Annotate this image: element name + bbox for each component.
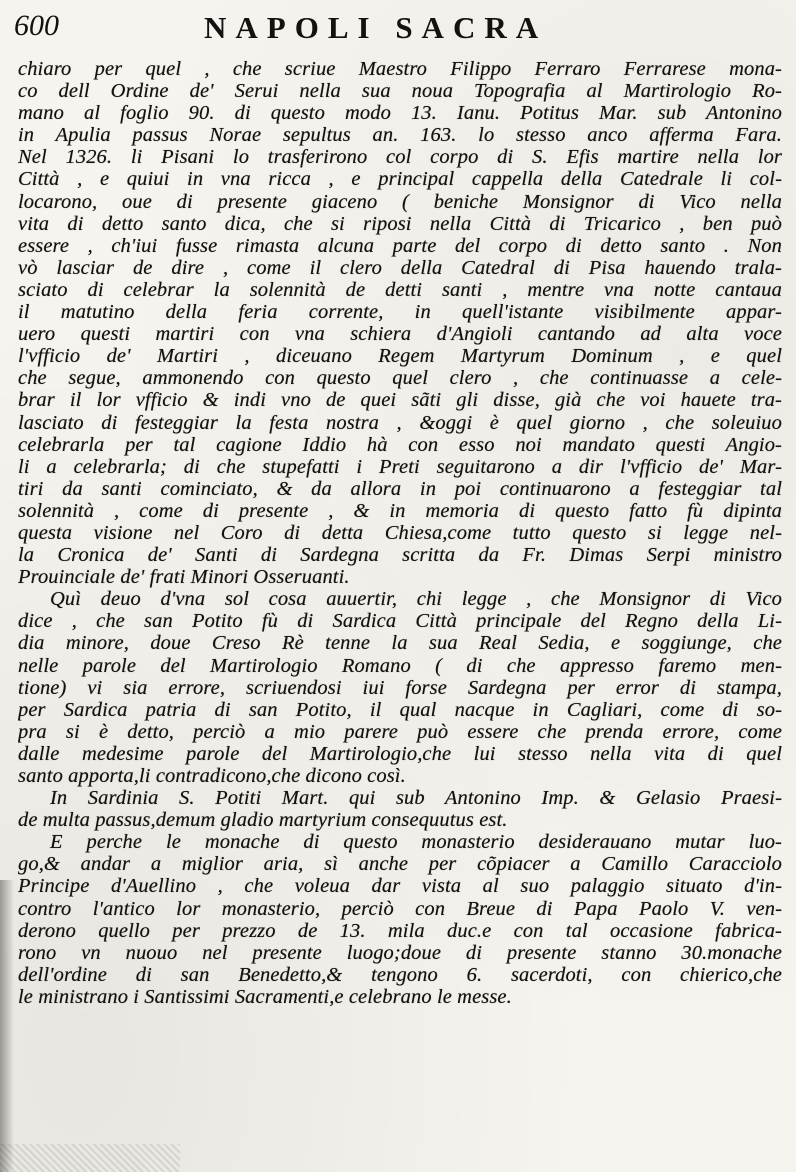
text-line: in Apulia passus Norae sepultus an. 163. lo stesso anco afferma Fara. xyxy=(18,124,782,147)
text-line: chiaro per quel , che scriue Maestro Filippo Ferraro Ferrarese mona- xyxy=(18,58,782,80)
text-line: Città , e quiui in vna ricca , e principal cappella della Catedrale li col- xyxy=(18,168,782,191)
text-line: mano al foglio 90. di questo modo 13. Ianu. Potitus Mar. sub Antonino xyxy=(18,102,782,125)
text-line: nelle parole del Martirologio Romano ( di che appresso faremo men- xyxy=(18,654,782,677)
text-line: dell'ordine di san Benedetto,& tengono 6. sacerdoti, con chierico,che xyxy=(18,963,782,986)
page-number: 600 xyxy=(14,9,59,42)
text-line: rono vn nuouo nel presente luogo;doue di presente stanno 30.monache xyxy=(18,941,782,964)
text-line: le ministrano i Santissimi Sacramenti,e celebrano le messe. xyxy=(18,985,512,1008)
body-text xyxy=(18,58,782,1008)
text-line: celebrarla per tal cagione Iddio hà con esso noi mandato questi Angio- xyxy=(18,433,782,456)
text-line: la Cronica de' Santi di Sardegna scritta da Fr. Dimas Serpi ministro xyxy=(18,544,782,567)
text-line: Quì deuo d'vna sol cosa auuertir, chi legge , che Monsignor di Vico xyxy=(50,588,782,611)
text-line: dalle medesime parole del Martirologio,che lui stesso nella vita di quel xyxy=(18,742,782,765)
text-line: co dell Ordine de' Serui nella sua noua Topografia al Martirologio Ro- xyxy=(18,80,782,103)
text-line: In Sardinia S. Potiti Mart. qui sub Antonino Imp. & Gelasio Praesi- xyxy=(50,787,782,810)
text-line: de multa passus,demum gladio martyrium consequutus est. xyxy=(18,809,508,832)
text-line: tiri da santi cominciato, & da allora in poi continuarono a festeggiar tal xyxy=(18,477,782,500)
text-line: questa visione nel Coro di detta Chiesa,come tutto questo si legge nel- xyxy=(18,521,782,544)
text-line: derono quello per prezzo de 13. mila duc.e con tal occasione fabrica- xyxy=(18,919,782,942)
text-line: locarono, oue di presente giaceno ( beniche Monsignor di Vico nella xyxy=(18,190,782,213)
scan-noise xyxy=(0,1144,180,1172)
text-line: vita di detto santo dica, che si riposi nella Città di Tricarico , ben può xyxy=(18,212,782,235)
text-line: che segue, ammonendo con questo quel clero , che continuasse a cele- xyxy=(18,367,782,390)
page-header xyxy=(14,6,784,52)
text-line: pra si è detto, perciò a mio parere può essere che prenda errore, come xyxy=(18,720,782,743)
running-title: NAPOLI SACRA xyxy=(204,10,548,45)
text-line: uero questi martiri con vna schiera d'Angioli cantando ad alta voce xyxy=(18,323,782,346)
text-line: vò lasciar de dire , come il clero della Catedral di Pisa hauendo trala- xyxy=(18,256,782,279)
text-line: santo apporta,li contradicono,che dicono così. xyxy=(18,765,406,787)
text-line: lasciato di festeggiar la festa nostra , &oggi è quel giorno , che soleuiuo xyxy=(18,411,782,434)
text-line: solennità , come di presente , & in memoria di questo fatto fù dipinta xyxy=(18,499,782,522)
text-line: li a celebrarla; di che stupefatti i Preti seguitarono a dir l'vfficio de' Mar- xyxy=(18,455,782,478)
text-line: tione) vi sia errore, scriuendosi iui forse Sardegna per error di stampa, xyxy=(18,676,782,699)
text-line: dia minore, doue Creso Rè tenne la sua Real Sedia, e soggiunge, che xyxy=(18,632,782,655)
text-line: dice , che san Potito fù di Sardica Città principale del Regno della Li- xyxy=(18,610,782,633)
text-line: E perche le monache di questo monasterio desiderauano mutar luo- xyxy=(50,831,782,854)
binding-gutter-shadow xyxy=(0,880,14,1172)
text-line: per Sardica patria di san Potito, il qual nacque in Cagliari, come di so- xyxy=(18,698,782,721)
text-line: l'vfficio de' Martiri , diceuano Regem Martyrum Dominum , e quel xyxy=(18,345,782,368)
text-line: brar il lor vfficio & indi vno de quei sãti gli disse, già che voi hauete tra- xyxy=(18,389,782,412)
text-line: sciato di celebrar la solennità de detti santi , mentre vna notte cantaua xyxy=(18,278,782,301)
text-line: go,& andar a miglior aria, sì anche per cõpiacer a Camillo Caracciolo xyxy=(18,853,782,876)
text-line: contro l'antico lor monasterio, perciò con Breue di Papa Paolo V. ven- xyxy=(18,897,782,920)
text-line: Principe d'Auellino , che voleua dar vista al suo palaggio situato d'in- xyxy=(18,875,782,898)
text-line: Prouinciale de' frati Minori Osseruanti. xyxy=(18,566,350,589)
text-line: essere , ch'iui fusse rimasta alcuna parte del corpo di detto santo . Non xyxy=(18,234,782,257)
text-line: il matutino della feria corrente, in quell'istante visibilmente appar- xyxy=(18,301,782,324)
text-line: Nel 1326. li Pisani lo trasferirono col corpo di S. Efis martire nella lor xyxy=(18,146,782,169)
